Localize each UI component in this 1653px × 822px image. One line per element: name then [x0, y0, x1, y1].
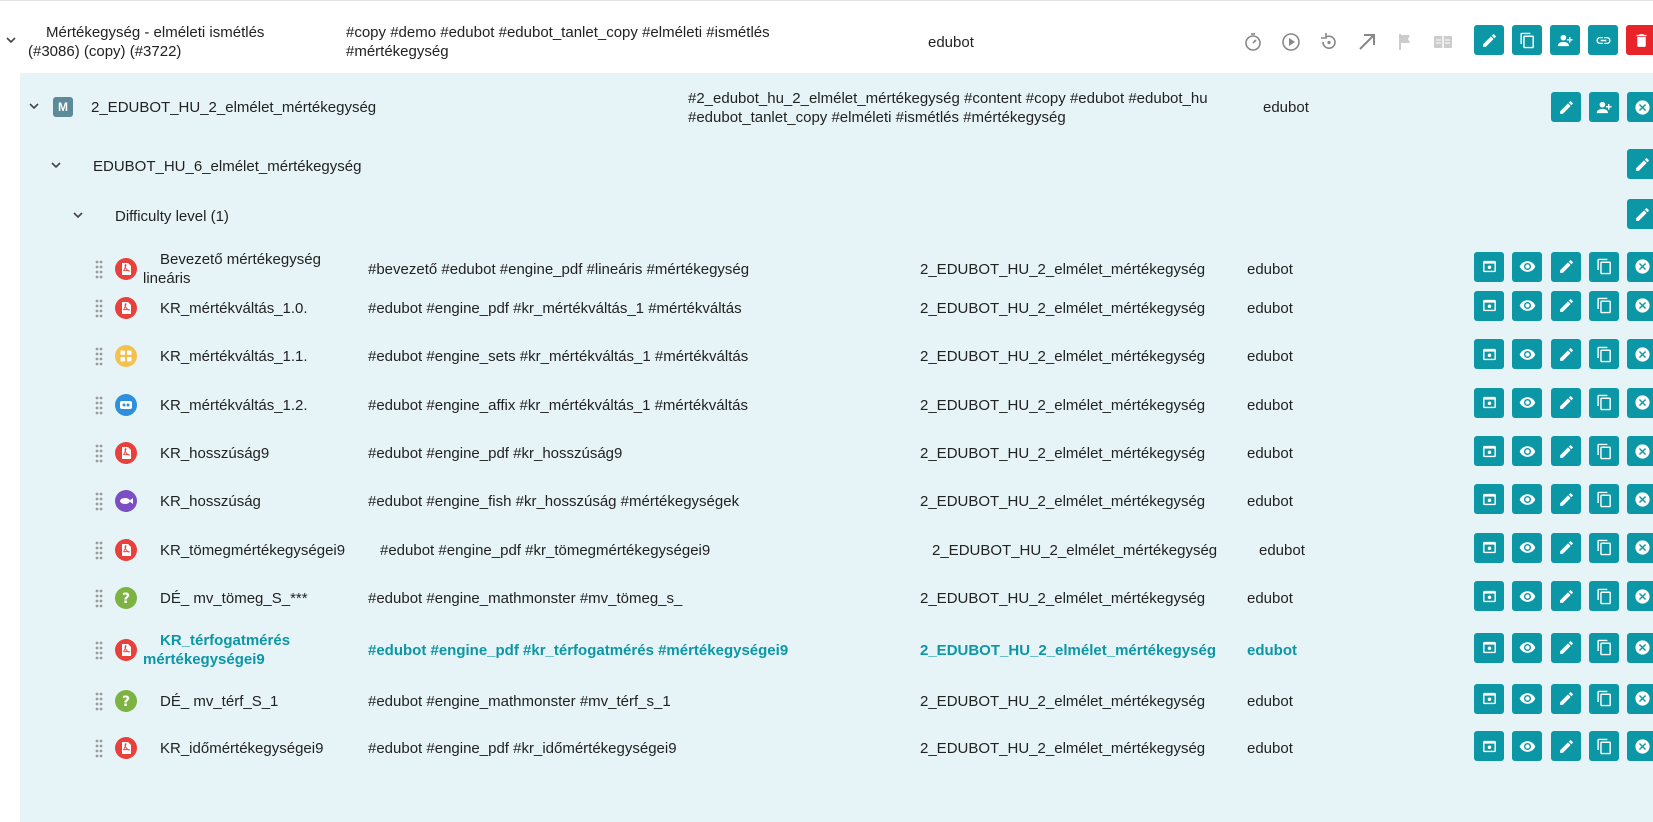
preview-button[interactable] — [1474, 436, 1504, 466]
timer-icon[interactable] — [1243, 32, 1263, 52]
drag-handle-icon[interactable] — [95, 259, 103, 279]
preview-button[interactable] — [1474, 339, 1504, 369]
item-owner: edubot — [1247, 260, 1293, 278]
remove-button[interactable] — [1627, 388, 1653, 418]
preview-button[interactable] — [1474, 684, 1504, 714]
view-button[interactable] — [1512, 252, 1542, 282]
item-owner: edubot — [1247, 348, 1293, 365]
item-module: 2_EDUBOT_HU_2_elmélet_mértékegység — [920, 641, 1216, 659]
item-tags: #bevezető #edubot #engine_pdf #lineáris #mértékegység — [368, 260, 750, 278]
drag-handle-icon[interactable] — [95, 443, 103, 463]
sets-icon — [115, 345, 137, 367]
pdf-icon — [115, 737, 137, 759]
item-owner: edubot — [1247, 396, 1293, 414]
item-module: 2_EDUBOT_HU_2_elmélet_mértékegység — [920, 299, 1206, 317]
replay-icon[interactable] — [1319, 32, 1339, 52]
item-tags: #edubot #engine_pdf #kr_mértékváltás_1 #mértékváltás — [368, 299, 742, 317]
edit-button[interactable] — [1551, 291, 1581, 321]
copy-button[interactable] — [1589, 291, 1619, 321]
item-tags: #edubot #engine_mathmonster #mv_tömeg_s_ — [368, 590, 683, 607]
item-name[interactable]: KR_tömegmértékegységei9 — [160, 541, 346, 559]
view-button[interactable] — [1512, 388, 1542, 418]
item-owner: edubot — [1247, 493, 1293, 510]
remove-button[interactable] — [1627, 484, 1653, 514]
edit-button[interactable] — [1551, 633, 1581, 663]
copy-button[interactable] — [1589, 436, 1619, 466]
list-item[interactable] — [0, 574, 1653, 622]
list-item[interactable] — [0, 677, 1653, 724]
item-name[interactable]: KR_mértékváltás_1.2. — [160, 396, 308, 414]
item-module: 2_EDUBOT_HU_2_elmélet_mértékegység — [920, 260, 1206, 278]
remove-button[interactable] — [1627, 731, 1653, 761]
module-badge: M — [53, 97, 73, 117]
item-name[interactable]: DÉ_ mv_tömeg_S_*** — [160, 590, 308, 607]
list-item[interactable] — [0, 724, 1653, 772]
item-name[interactable]: KR_hosszúság — [160, 493, 261, 510]
remove-button[interactable] — [1627, 291, 1653, 321]
module-row — [0, 73, 1653, 141]
preview-button[interactable] — [1474, 581, 1504, 611]
chevron-down-icon[interactable] — [73, 212, 83, 222]
item-owner: edubot — [1247, 299, 1293, 317]
item-name[interactable]: DÉ_ mv_térf_S_1 — [160, 692, 279, 710]
pdf-icon — [115, 258, 137, 280]
list-item[interactable] — [0, 622, 1653, 677]
copy-button[interactable] — [1589, 633, 1619, 663]
item-tags: #edubot #engine_mathmonster #mv_térf_s_1 — [368, 692, 671, 710]
item-module: 2_EDUBOT_HU_2_elmélet_mértékegység — [920, 590, 1206, 607]
svg-text:?: ? — [121, 693, 131, 710]
edit-button[interactable] — [1627, 149, 1653, 179]
edit-button[interactable] — [1551, 484, 1581, 514]
preview-button[interactable] — [1474, 633, 1504, 663]
lesson-row — [0, 0, 1653, 73]
view-button[interactable] — [1512, 533, 1542, 563]
edit-button[interactable] — [1551, 581, 1581, 611]
remove-button[interactable] — [1627, 92, 1653, 122]
list-item[interactable] — [0, 283, 1653, 332]
affix-icon — [115, 394, 137, 416]
difficulty-row — [0, 191, 1653, 241]
remove-button[interactable] — [1627, 252, 1653, 282]
remove-button[interactable] — [1627, 581, 1653, 611]
drag-handle-icon[interactable] — [95, 346, 103, 366]
item-module: 2_EDUBOT_HU_2_elmélet_mértékegység — [920, 348, 1206, 365]
lesson-title[interactable]: Mértékegység - elméleti ismétlés (#3086) (copy) (#3722) — [28, 24, 265, 60]
item-name[interactable]: KR_térfogatmérés mértékegységei9 — [143, 631, 291, 668]
item-module: 2_EDUBOT_HU_2_elmélet_mértékegység — [920, 692, 1206, 710]
item-owner: edubot — [1247, 692, 1293, 710]
remove-button[interactable] — [1627, 533, 1653, 563]
preview-button[interactable] — [1474, 731, 1504, 761]
module-title[interactable]: 2_EDUBOT_HU_2_elmélet_mértékegység — [91, 99, 377, 116]
item-tags: #edubot #engine_pdf #kr_időmértékegységei9 — [368, 740, 677, 757]
item-owner: edubot — [1259, 541, 1305, 559]
edit-button[interactable] — [1551, 339, 1581, 369]
edit-button[interactable] — [1551, 533, 1581, 563]
section-row — [0, 141, 1653, 191]
lesson-tags: #copy #demo #edubot #edubot_tanlet_copy #elméleti #ismétlés #mértékegység — [346, 24, 770, 60]
edit-button[interactable] — [1551, 731, 1581, 761]
link-button[interactable] — [1588, 25, 1618, 55]
item-module: 2_EDUBOT_HU_2_elmélet_mértékegység — [932, 541, 1218, 559]
open-external-icon[interactable] — [1357, 32, 1377, 52]
section-title[interactable]: EDUBOT_HU_6_elmélet_mértékegység — [93, 158, 362, 175]
item-tags: #edubot #engine_pdf #kr_tömegmértékegységei9 — [380, 541, 711, 559]
item-owner: edubot — [1247, 590, 1293, 607]
view-button[interactable] — [1512, 484, 1542, 514]
item-name[interactable]: KR_hosszúság9 — [160, 445, 270, 462]
module-tags: #2_edubot_hu_2_elmélet_mértékegység #content #copy #edubot #edubot_hu #edubot_tanlet_copy #elméleti #ismétlés #mértékegység — [688, 90, 1208, 126]
item-owner: edubot — [1247, 740, 1293, 757]
copy-button[interactable] — [1589, 252, 1619, 282]
item-owner: edubot — [1247, 641, 1297, 659]
item-name[interactable]: KR_mértékváltás_1.1. — [160, 348, 308, 365]
drag-handle-icon[interactable] — [95, 298, 103, 318]
question-icon — [115, 690, 137, 712]
item-name[interactable]: Bevezető mértékegység lineáris — [143, 250, 321, 287]
pdf-icon — [115, 442, 137, 464]
drag-handle-icon[interactable] — [95, 738, 103, 758]
item-owner: edubot — [1247, 445, 1293, 462]
copy-button[interactable] — [1589, 388, 1619, 418]
item-name[interactable]: KR_időmértékegységei9 — [160, 740, 324, 757]
drag-handle-icon[interactable] — [95, 540, 103, 560]
item-module: 2_EDUBOT_HU_2_elmélet_mértékegység — [920, 445, 1206, 462]
chevron-down-icon[interactable] — [6, 37, 16, 47]
item-module: 2_EDUBOT_HU_2_elmélet_mértékegység — [920, 396, 1206, 414]
book-icon[interactable] — [1433, 32, 1453, 52]
item-tags: #edubot #engine_pdf #kr_hosszúság9 — [368, 445, 623, 462]
item-tags: #edubot #engine_fish #kr_hosszúság #mértékegységek — [368, 493, 740, 510]
remove-button[interactable] — [1627, 684, 1653, 714]
preview-button[interactable] — [1474, 533, 1504, 563]
copy-button[interactable] — [1589, 581, 1619, 611]
delete-button[interactable] — [1626, 25, 1653, 55]
pdf-icon — [115, 539, 137, 561]
drag-handle-icon[interactable] — [95, 588, 103, 608]
drag-handle-icon[interactable] — [95, 491, 103, 511]
module-owner: edubot — [1263, 99, 1309, 116]
list-item[interactable] — [0, 380, 1653, 429]
drag-handle-icon[interactable] — [95, 640, 103, 660]
preview-button[interactable] — [1474, 291, 1504, 321]
difficulty-title[interactable]: Difficulty level (1) — [115, 208, 229, 225]
share-users-button[interactable] — [1550, 25, 1580, 55]
copy-button[interactable] — [1589, 533, 1619, 563]
remove-button[interactable] — [1627, 633, 1653, 663]
edit-button[interactable] — [1551, 252, 1581, 282]
remove-button[interactable] — [1627, 339, 1653, 369]
view-button[interactable] — [1512, 436, 1542, 466]
remove-button[interactable] — [1627, 436, 1653, 466]
preview-button[interactable] — [1474, 252, 1504, 282]
edit-button[interactable] — [1551, 92, 1581, 122]
chevron-down-icon[interactable] — [29, 103, 39, 113]
preview-button[interactable] — [1474, 484, 1504, 514]
play-icon[interactable] — [1281, 32, 1301, 52]
view-button[interactable] — [1512, 731, 1542, 761]
item-module: 2_EDUBOT_HU_2_elmélet_mértékegység — [920, 740, 1206, 757]
copy-button[interactable] — [1512, 25, 1542, 55]
view-button[interactable] — [1512, 291, 1542, 321]
view-button[interactable] — [1512, 581, 1542, 611]
drag-handle-icon[interactable] — [95, 691, 103, 711]
item-tags: #edubot #engine_affix #kr_mértékváltás_1 #mértékváltás — [368, 396, 748, 414]
copy-button[interactable] — [1589, 684, 1619, 714]
list-item[interactable] — [0, 332, 1653, 380]
list-item[interactable] — [0, 525, 1653, 574]
item-module: 2_EDUBOT_HU_2_elmélet_mértékegység — [920, 493, 1206, 510]
view-button[interactable] — [1512, 684, 1542, 714]
edit-button[interactable] — [1551, 388, 1581, 418]
question-icon — [115, 587, 137, 609]
copy-button[interactable] — [1589, 484, 1619, 514]
edit-button[interactable] — [1551, 436, 1581, 466]
view-button[interactable] — [1512, 339, 1542, 369]
fish-icon — [115, 490, 137, 512]
edit-button[interactable] — [1474, 25, 1504, 55]
preview-button[interactable] — [1474, 388, 1504, 418]
copy-button[interactable] — [1589, 339, 1619, 369]
drag-handle-icon[interactable] — [95, 395, 103, 415]
lesson-owner: edubot — [928, 34, 974, 51]
edit-button[interactable] — [1627, 199, 1653, 229]
share-users-button[interactable] — [1589, 92, 1619, 122]
pdf-icon — [115, 639, 137, 661]
copy-button[interactable] — [1589, 731, 1619, 761]
item-tags: #edubot #engine_pdf #kr_térfogatmérés #mértékegységei9 — [368, 641, 789, 659]
list-item[interactable] — [0, 477, 1653, 525]
list-item[interactable] — [0, 429, 1653, 477]
view-button[interactable] — [1512, 633, 1542, 663]
item-tags: #edubot #engine_sets #kr_mértékváltás_1 #mértékváltás — [368, 348, 749, 365]
flag-icon[interactable] — [1395, 32, 1415, 52]
item-name[interactable]: KR_mértékváltás_1.0. — [160, 299, 308, 317]
pdf-icon — [115, 297, 137, 319]
chevron-down-icon[interactable] — [51, 162, 61, 172]
edit-button[interactable] — [1551, 684, 1581, 714]
svg-text:?: ? — [121, 591, 131, 607]
